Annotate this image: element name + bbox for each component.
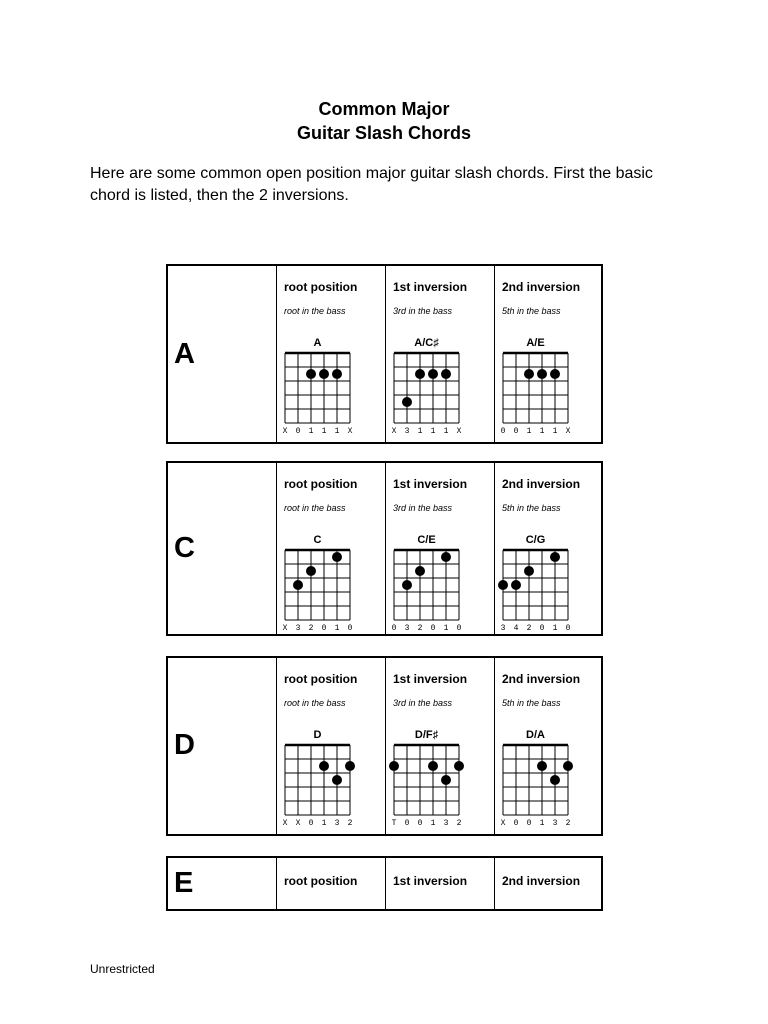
position-subtitle: 3rd in the bass — [393, 306, 453, 316]
finger-dot — [537, 369, 547, 379]
finger-dot — [332, 552, 342, 562]
title-line-2: Guitar Slash Chords — [296, 123, 472, 143]
chord-cell — [276, 858, 385, 909]
string-marker: T — [391, 819, 397, 828]
chord-name: C — [313, 534, 322, 546]
position-title: 1st inversion — [393, 672, 468, 686]
position-title: root position — [284, 672, 358, 686]
key-cell — [168, 858, 276, 909]
string-marker: 0 — [417, 819, 423, 828]
finger-dot — [428, 761, 438, 771]
string-marker: 1 — [552, 427, 558, 436]
key-cell — [168, 463, 276, 634]
position-subtitle: 3rd in the bass — [393, 503, 453, 513]
string-marker: X — [295, 819, 301, 828]
chord-cell — [276, 266, 385, 442]
chord-cell — [494, 858, 601, 909]
finger-dot — [306, 566, 316, 576]
chord-name: D/F♯ — [414, 729, 439, 741]
string-marker: 2 — [417, 624, 423, 633]
chord-cell — [276, 463, 385, 634]
string-marker: X — [565, 427, 571, 436]
string-marker: 1 — [321, 819, 327, 828]
chord-cell — [276, 658, 385, 834]
chord-diagram — [386, 658, 491, 833]
string-marker: 2 — [526, 624, 532, 633]
string-marker: 3 — [500, 624, 506, 633]
string-marker: 2 — [456, 819, 462, 828]
position-subtitle: 5th in the bass — [502, 698, 561, 708]
finger-dot — [524, 369, 534, 379]
finger-dot — [441, 552, 451, 562]
string-marker: 4 — [513, 624, 519, 633]
finger-dot — [402, 397, 412, 407]
finger-dot — [332, 369, 342, 379]
position-title: root position — [284, 874, 358, 888]
chord-cell — [385, 463, 494, 634]
finger-dot — [441, 775, 451, 785]
chord-name: C/G — [525, 534, 546, 546]
string-marker: 1 — [552, 624, 558, 633]
chord-name: C/E — [417, 534, 436, 546]
footer-classification: Unrestricted — [90, 962, 155, 976]
finger-dot — [402, 580, 412, 590]
page-title — [0, 97, 768, 145]
finger-dot — [428, 369, 438, 379]
key-cell — [168, 266, 276, 442]
finger-dot — [389, 761, 399, 771]
finger-dot — [319, 369, 329, 379]
string-marker: 3 — [443, 819, 449, 828]
string-marker: 1 — [443, 624, 449, 633]
string-marker: 3 — [295, 624, 301, 633]
string-marker: X — [282, 819, 288, 828]
chord-name: A — [313, 337, 322, 349]
chord-diagram — [277, 658, 382, 833]
string-marker: 1 — [417, 427, 423, 436]
finger-dot — [306, 369, 316, 379]
chord-cell — [494, 266, 601, 442]
chord-name: A/C♯ — [414, 337, 439, 349]
string-marker: 3 — [334, 819, 340, 828]
finger-dot — [415, 369, 425, 379]
string-marker: 0 — [565, 624, 571, 633]
position-title: 2nd inversion — [502, 280, 581, 294]
finger-dot — [332, 775, 342, 785]
string-marker: 0 — [513, 819, 519, 828]
string-marker: 0 — [539, 624, 545, 633]
finger-dot — [498, 580, 508, 590]
string-marker: X — [391, 427, 397, 436]
chord-cell — [385, 858, 494, 909]
chord-cell — [494, 463, 601, 634]
intro-paragraph: Here are some common open position major guitar slash chords. First the basic chord is listed, then the 2 inversions. — [90, 165, 653, 204]
string-marker: 1 — [321, 427, 327, 436]
chord-diagram — [495, 463, 600, 638]
string-marker: 0 — [456, 624, 462, 633]
finger-dot — [293, 580, 303, 590]
finger-dot — [550, 775, 560, 785]
chord-name: D/A — [526, 729, 545, 741]
key-letter: D — [174, 729, 195, 761]
finger-dot — [454, 761, 464, 771]
position-title: root position — [284, 280, 358, 294]
position-title: root position — [284, 477, 358, 491]
finger-dot — [524, 566, 534, 576]
string-marker: 0 — [430, 624, 436, 633]
string-marker: X — [500, 819, 506, 828]
finger-dot — [345, 761, 355, 771]
title-line-1: Common Major — [318, 99, 450, 119]
string-marker: 1 — [526, 427, 532, 436]
string-marker: 0 — [347, 624, 353, 633]
chord-diagram — [277, 266, 382, 441]
string-marker: 0 — [513, 427, 519, 436]
string-marker: 1 — [430, 819, 436, 828]
chord-diagram — [277, 463, 382, 638]
position-subtitle: root in the bass — [284, 306, 346, 316]
chord-diagram — [386, 266, 491, 441]
finger-dot — [441, 369, 451, 379]
position-subtitle: root in the bass — [284, 503, 346, 513]
position-title: 1st inversion — [393, 477, 468, 491]
string-marker: X — [282, 624, 288, 633]
position-subtitle: 5th in the bass — [502, 503, 561, 513]
position-subtitle: root in the bass — [284, 698, 346, 708]
chord-table-c — [166, 461, 603, 636]
string-marker: 1 — [443, 427, 449, 436]
finger-dot — [319, 761, 329, 771]
chord-table-e — [166, 856, 603, 911]
string-marker: 0 — [308, 819, 314, 828]
position-title: 2nd inversion — [502, 672, 581, 686]
key-letter: A — [174, 338, 195, 370]
chord-table-a — [166, 264, 603, 444]
position-subtitle: 3rd in the bass — [393, 698, 453, 708]
chord-cell — [494, 658, 601, 834]
finger-dot — [563, 761, 573, 771]
string-marker: 0 — [404, 819, 410, 828]
string-marker: 1 — [430, 427, 436, 436]
chord-diagram — [386, 463, 491, 638]
position-title: 1st inversion — [393, 874, 468, 888]
finger-dot — [537, 761, 547, 771]
string-marker: 0 — [321, 624, 327, 633]
chord-name: D — [313, 729, 322, 741]
string-marker: 3 — [404, 624, 410, 633]
string-marker: 0 — [526, 819, 532, 828]
position-title: 1st inversion — [393, 280, 468, 294]
chord-table-d — [166, 656, 603, 836]
string-marker: X — [347, 427, 353, 436]
position-title: 2nd inversion — [502, 874, 581, 888]
string-marker: 0 — [295, 427, 301, 436]
key-letter: C — [174, 532, 195, 564]
key-letter: E — [174, 867, 194, 899]
string-marker: 3 — [404, 427, 410, 436]
position-subtitle: 5th in the bass — [502, 306, 561, 316]
string-marker: 2 — [565, 819, 571, 828]
chord-cell — [385, 266, 494, 442]
finger-dot — [511, 580, 521, 590]
chord-diagram — [495, 266, 600, 441]
finger-dot — [550, 369, 560, 379]
string-marker: X — [282, 427, 288, 436]
finger-dot — [415, 566, 425, 576]
chord-cell — [385, 658, 494, 834]
key-cell — [168, 658, 276, 834]
string-marker: 2 — [308, 624, 314, 633]
chord-diagram — [495, 658, 600, 833]
string-marker: X — [456, 427, 462, 436]
string-marker: 1 — [334, 427, 340, 436]
string-marker: 0 — [500, 427, 506, 436]
position-title: 2nd inversion — [502, 477, 581, 491]
string-marker: 1 — [539, 819, 545, 828]
string-marker: 1 — [539, 427, 545, 436]
string-marker: 2 — [347, 819, 353, 828]
finger-dot — [550, 552, 560, 562]
string-marker: 3 — [552, 819, 558, 828]
string-marker: 1 — [308, 427, 314, 436]
chord-name: A/E — [526, 337, 545, 349]
string-marker: 1 — [334, 624, 340, 633]
string-marker: 0 — [391, 624, 397, 633]
